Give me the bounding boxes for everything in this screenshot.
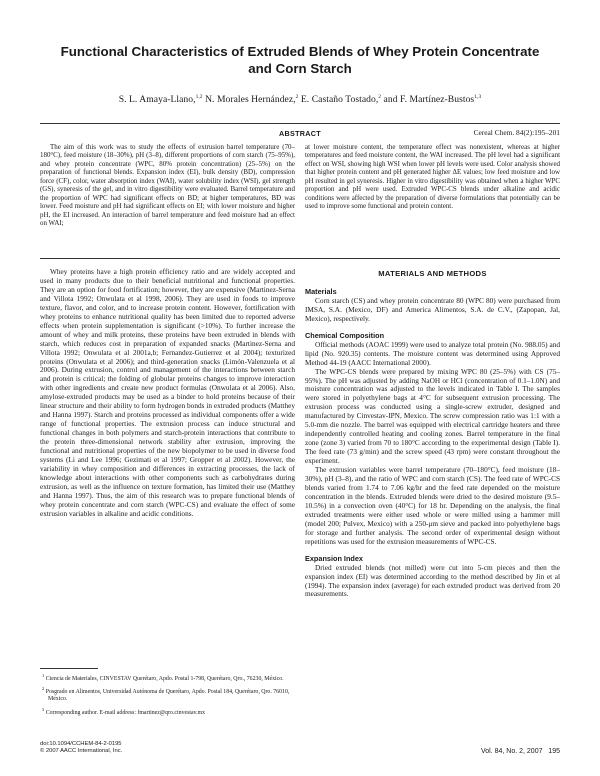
abstract-bottom-rule (40, 258, 560, 259)
doi-text: doi:10.1094/CCHEM-84-2-0195 (40, 741, 122, 747)
paper-title-line-2: and Corn Starch (248, 61, 352, 76)
abstract-top-rule (40, 123, 560, 124)
subheading-chemical-composition: Chemical Composition (305, 330, 385, 340)
author-name: F. Martínez-Bustos (400, 94, 475, 106)
abstract-text-left (40, 143, 295, 228)
section-heading-materials-methods: MATERIALS AND METHODS (378, 269, 487, 278)
footnote-marker: 1 (42, 673, 45, 678)
footnote (40, 706, 295, 717)
footnote-text: Posgrado en Alimentos, Universidad Autónoma de Querétaro, Apdo. Postal 184, Querétaro, Qro. 76010, México. (45, 689, 290, 703)
footnote-rule (40, 668, 98, 669)
abstract-heading: ABSTRACT (279, 129, 321, 138)
page-footer: Vol. 84, No. 2, 2007 195 (480, 748, 560, 755)
footnotes (40, 672, 295, 719)
abstract-paragraph: The aim of this work was to study the effects of extrusion barrel temperature (70–180°C), feed moisture (18–30%), pH (3–8), different proportions of corn starch (75–95%), and whey protein concentrate (WPC, 80% protein concentration) (25–5%) on the preparation of functional blends. Expansion index (EI), bulk density (BD), compression force (CF), color, water absorption index (WAI), water solubility index (WSI), gel strength (GS), syneresis of the gel, and in vitro digestibility were evaluated. Barrel temperature and the proportion of WPC had significant effects on BD; at higher temperatures, BD was lower. Feed moisture and pH had significant effects on EI; with lower moisture and higher pH, the EI increased. An interaction of barrel temperature and feed moisture had an effect on WAI; (40, 143, 295, 228)
footnote-marker: 2 (42, 686, 45, 692)
paper-title-line-1: Functional Characteristics of Extruded Blends of Whey Protein Concentrate (60, 44, 540, 59)
journal-reference: Cereal Chem. 84(2):195–201 (473, 128, 560, 137)
doi-block (40, 741, 295, 756)
footnote-text: Corresponding author. E-mail address: fmartinez@qro.cinvestav.mx (45, 709, 206, 716)
author-affiliation: 1,3 (474, 94, 482, 100)
chemical-composition-paragraph: Official methods (AOAC 1999) were used to analyze total protein (No. 988.05) and lipid (No. 920.35) contents. The moisture content was determined using Approved Method 44-19 (AACC International 2000). (305, 339, 560, 367)
subheading-materials: Materials (305, 286, 337, 296)
methods-column (305, 268, 560, 599)
author-affiliation: 2 (295, 94, 299, 100)
author-affiliation: 1,2 (195, 94, 203, 100)
chemical-composition-paragraph: The extrusion variables were barrel temperature (70–180°C), feed moisture (18–30%), pH (3–8), and the ratio of WPC and corn starch (CS). The feed rate of WPC-CS blends varied from 1.74 to 7.06 kg/hr and the feed rate depended on the moisture concentration in the blends. Extruded blends were dried to the desired moisture (9.5–10.5%) in a convection oven (40°C) for 18 hr. Depending on the analysis, the final extruded treatments were either used whole or were milled using a hammer mill (model 200; Pulvex, Mexico) with a 250-μm sieve and packed into polyethylene bags for storage and further analysis. The second order of experimental design without repetitions was used for the extrusion measurements of WPC-CS. (305, 465, 560, 546)
introduction-column (40, 268, 295, 519)
abstract-text-right (305, 143, 560, 211)
subheading-expansion-index: Expansion Index (305, 553, 363, 563)
author-list (30, 94, 570, 105)
author-name: N. Morales Hernández, (205, 94, 296, 106)
materials-paragraph: Corn starch (CS) and whey protein concentrate 80 (WPC 80) were purchased from IMSA, S.A. (Mexico, DF) and America Alimentos, S.A. de C.V., (Zapopan, Jal, Mexico), respectively. (305, 295, 560, 323)
author-name: E. Castaño Tostado, (300, 94, 379, 106)
footnote-text: Ciencia de Materiales, CINVESTAV Querétaro, Apdo. Postal 1-798, Querétaro, Qro., 76230, México. (45, 675, 284, 682)
footnote (40, 672, 295, 683)
author-name: S. L. Amaya-Llano, (118, 94, 196, 106)
paper-title (40, 43, 560, 77)
introduction-paragraph: Whey proteins have a high protein efficiency ratio and are widely accepted and used in many products due to their beneficial nutritional and functional properties. They are an option for food fortification; however, they are expensive (Martinez-Serna and Villota 1992; Onwulata et al 1998, 2006). They are used in foods to improve texture, flavor, and color, and to increase protein content. However, fortification with whey proteins to enhance nutritional quality has been limited due to reported adverse effects when protein supplementation is significant (>10%). To further increase the amount of whey and milk proteins, these proteins have been extruded in blends with starch, which reduces cost in preparation of expanded snacks (Martinez-Serna and Villota 1992; Onwulata et al 2001a,b; Fernandez-Gutierrez et al 2004); texturized proteins (Onwulata et al 2006); and third-generation snacks (Limón-Valenzuela et al 2006). During extrusion, control and management of the interactions between starch and protein is critical; the folding of globular proteins changes to improve interaction with other ingredients and create new product formulas (Onwulata et al 2006). Also, amylose-extruded products may be used as a binder to hold proteins because of their linear structure and their ability to form hydrogen bonds in extruded products (Matthey and Hanna 1997). Starch and proteins processed as individual components offer a wide range of functional properties. The extrusion process can induce structural and functional changes in both polymers and starch-protein interactions that contribute to the protein three-dimensional network stability after extrusion, improving the functional and nutritional properties of the new biopolymer to be used in diverse food systems (Li and Lee 1996; Gezimati et al 1997; Gropper et al 2002). However, the variability in whey composition and differences in extracting processes, the lack of knowledge about interactions with other components such as carbohydrates during extrusion, as well as the influence on texture formation, has limited their use (Matthey and Hanna 1997). Thus, the aim of this research was to prepare functional blends of whey protein concentrate and corn starch (WPC-CS) and evaluate the effect of some extrusion variables in alkaline and acidic conditions. (40, 267, 295, 518)
expansion-index-paragraph: Dried extruded blends (not milled) were cut into 5-cm pieces and then the expansion index (EI) was determined according to the method described by Jin et al (1994). The expansion index (average) for each extruded product was derived from 20 measurements. (305, 562, 560, 599)
copyright-text: © 2007 AACC International, Inc. (40, 748, 123, 755)
abstract-paragraph: at lower moisture content, the temperature effect was nonexistent, whereas at higher temperatures and feed moisture content, the WAI increased. The pH level had a significant effect on WSI, showing high WSI when lower pH levels were used. Color analysis showed that higher protein content and pH generated higher ΔE values; low feed moisture and low pH resulted in gel syneresis. Higher in vitro digestibility was obtained when a higher WPC proportion and pH were used. Extruded WPC-CS blends under alkaline and acidic conditions were affected by the preparation of diverse formulations that potentially can be used to improve some functional and protein content. (305, 143, 560, 211)
author-separator: and (381, 94, 400, 106)
footnote (40, 685, 295, 704)
chemical-composition-paragraph: The WPC-CS blends were prepared by mixing WPC 80 (25–5%) with CS (75–95%). The pH was adjusted by adding NaOH or HCl (concentration of 0.1–1.0N) and moisture concentration was adjusted to the levels indicated in Table I. The samples were stored in polyethylene bags at 4°C for subsequent extrusion processing. The extrusion process was conducted using a single-screw extruder, designed and manufactured by Cinvestav-IPN, Mexico. The screw compression ratio was 1:1 with a 5.0-mm die nozzle. The barrel was equipped with electrical cartridge heaters and three independently controlled heating and cooling zones. Barrel temperature in the final zone (zone 3) varied from 70 to 180°C according to the experimental design (Table I). The feed rate (73 g/min) and the screw speed (43 rpm) were constant throughout the experiment. (305, 366, 560, 466)
author-affiliation: 2 (378, 94, 382, 100)
footnote-marker: 3 (42, 706, 45, 712)
